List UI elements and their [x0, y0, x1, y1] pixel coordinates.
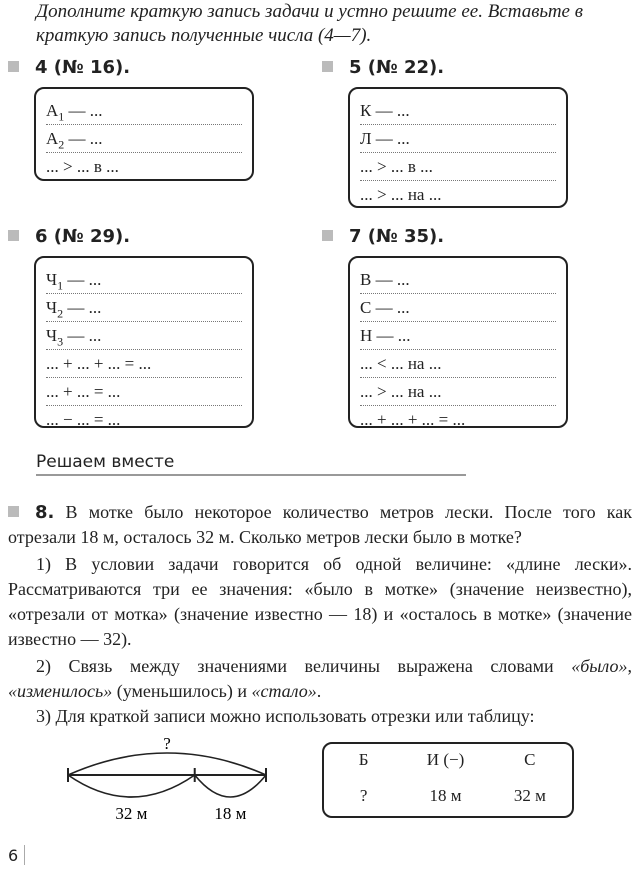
record-line — [360, 406, 556, 433]
record-line — [46, 322, 242, 350]
problem-number: 8. — [35, 502, 55, 523]
explanation-2 — [8, 654, 632, 704]
record-subscript: 2 — [58, 137, 65, 152]
record-text: ... + ... = ... — [46, 382, 121, 401]
task-6-heading — [8, 225, 130, 249]
record-line — [46, 153, 242, 180]
record-line — [46, 378, 242, 406]
word-izmenilos: «изменилось» — [8, 681, 113, 701]
record-text: — ... — [63, 270, 102, 289]
task-label: 4 (№ 16). — [35, 57, 131, 78]
record-text: — ... — [63, 326, 102, 345]
record-line — [360, 378, 556, 406]
page-divider — [24, 845, 25, 865]
explanation-1: 1) В условии задачи говорится об одной величине: «длине лески». Рассматриваются три ее значения: «было в мотке» (значение неизвестно), «отрезали от мотка» (значение известно — 18) и «осталось в мотке» (значение известно — 32). — [8, 554, 632, 649]
record-text: Н — ... — [360, 326, 411, 345]
table-value-row — [324, 786, 572, 806]
record-line — [360, 294, 556, 322]
p2-part: , — [627, 656, 632, 676]
record-line — [46, 350, 242, 378]
value-stalo: 32 м — [513, 786, 546, 805]
task-6-box — [34, 256, 254, 428]
p2-part: 2) Связь между значениями величины выражена словами — [36, 656, 572, 676]
word-stalo: «стало» — [251, 681, 317, 701]
problem-8-text — [8, 500, 632, 550]
record-text: А — [46, 129, 59, 148]
record-text: С — ... — [360, 298, 410, 317]
record-text: Ч — [46, 326, 58, 345]
record-line — [360, 153, 556, 181]
record-text: К — ... — [360, 101, 410, 120]
page-number: 6 — [8, 846, 19, 865]
record-line — [46, 97, 242, 125]
task-5-heading — [322, 56, 444, 80]
value-bylo: ? — [359, 786, 368, 805]
header-stalo: С — [524, 750, 536, 769]
record-line — [360, 125, 556, 153]
table-header-row — [324, 750, 572, 770]
record-text: — ... — [63, 298, 102, 317]
p2-part: . — [316, 681, 322, 701]
p2-part: (уменьшилось) и — [112, 681, 252, 701]
task-label: 7 (№ 35). — [349, 226, 445, 247]
left-label: 32 м — [115, 804, 148, 823]
record-text: — ... — [64, 101, 103, 120]
task-4-box — [34, 87, 254, 181]
record-line — [46, 125, 242, 153]
task-label: 6 (№ 29). — [35, 226, 131, 247]
record-line — [360, 266, 556, 294]
record-line — [46, 266, 242, 294]
problem-statement: В мотке было некоторое количество метров лески. После того как отрезали 18 м, осталось 32 м. Сколько метров лески было в мотке? — [8, 502, 632, 547]
record-line — [360, 322, 556, 350]
record-text: ... − ... = ... — [46, 410, 121, 429]
value-izmenilos: 18 м — [429, 786, 462, 805]
record-text: ... > ... на ... — [360, 185, 442, 204]
record-text: — ... — [64, 129, 103, 148]
task-7-box — [348, 256, 568, 428]
total-label: ? — [163, 734, 171, 753]
square-bullet-icon — [8, 230, 19, 241]
record-subscript: 2 — [57, 306, 64, 321]
record-text: Л — ... — [360, 129, 410, 148]
intro-instruction: Дополните краткую запись задачи и устно решите ее. Вставьте в краткую запись полученные числа (4—7). — [36, 1, 583, 46]
record-line — [46, 406, 242, 433]
square-bullet-icon — [8, 506, 19, 517]
header-izmenilos: И (−) — [426, 750, 465, 769]
record-text: А — [46, 101, 59, 120]
square-bullet-icon — [322, 61, 333, 72]
explanation-3: 3) Для краткой записи можно использовать отрезки или таблицу: — [36, 706, 535, 726]
task-7-heading — [322, 225, 444, 249]
task-label: 5 (№ 22). — [349, 57, 445, 78]
task-5-box — [348, 87, 568, 208]
record-text: В — ... — [360, 270, 410, 289]
record-text: ... > ... в ... — [360, 157, 433, 176]
record-line — [360, 181, 556, 208]
square-bullet-icon — [8, 61, 19, 72]
record-text: ... > ... на ... — [360, 382, 442, 401]
segment-diagram — [50, 730, 290, 830]
record-text: ... + ... + ... = ... — [46, 354, 152, 373]
summary-table — [322, 742, 574, 818]
left-arc — [68, 775, 195, 797]
record-line — [360, 350, 556, 378]
record-text: ... < ... на ... — [360, 354, 442, 373]
record-text: ... + ... + ... = ... — [360, 410, 466, 429]
record-subscript: 1 — [57, 278, 64, 293]
record-line — [46, 294, 242, 322]
right-arc — [195, 775, 266, 797]
record-line — [360, 97, 556, 125]
word-bylo: «было» — [571, 656, 628, 676]
task-4-heading — [8, 56, 130, 80]
record-subscript: 3 — [57, 334, 64, 349]
record-subscript: 1 — [58, 109, 65, 124]
section-title: Решаем вместе — [36, 452, 466, 476]
total-arc — [68, 753, 266, 775]
right-label: 18 м — [214, 804, 247, 823]
header-bylo: Б — [358, 750, 369, 769]
record-text: ... > ... в ... — [46, 157, 119, 176]
record-text: Ч — [46, 298, 58, 317]
record-text: Ч — [46, 270, 58, 289]
square-bullet-icon — [322, 230, 333, 241]
